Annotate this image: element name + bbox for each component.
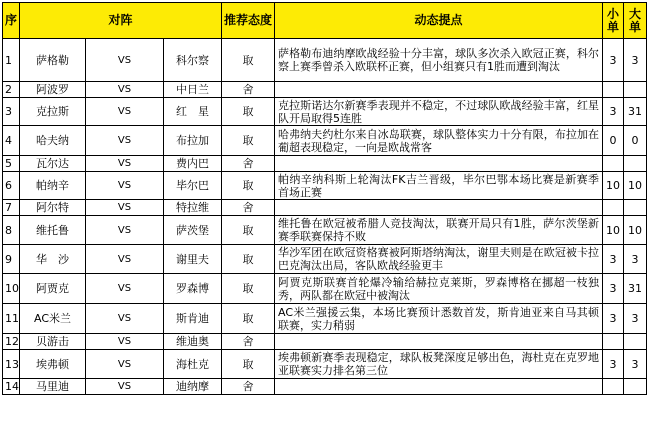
away-team: 谢里夫	[164, 245, 222, 274]
big-value: 3	[624, 350, 647, 379]
vs-label: VS	[86, 216, 164, 245]
header-recommendation: 推荐态度	[222, 3, 275, 39]
big-value: 31	[624, 274, 647, 304]
recommendation: 取	[222, 304, 275, 334]
recommendation: 舍	[222, 156, 275, 172]
row-number: 14	[3, 379, 20, 395]
home-team: 贝游击	[20, 334, 86, 350]
recommendation: 取	[222, 172, 275, 200]
home-team: 阿尔特	[20, 200, 86, 216]
header-seq: 序	[3, 3, 20, 39]
away-team: 海杜克	[164, 350, 222, 379]
match-table-container	[2, 2, 646, 395]
recommendation: 取	[222, 350, 275, 379]
row-number: 1	[3, 39, 20, 82]
table-row	[3, 304, 647, 334]
home-team: 阿贾克	[20, 274, 86, 304]
vs-label: VS	[86, 274, 164, 304]
row-number: 6	[3, 172, 20, 200]
vs-label: VS	[86, 304, 164, 334]
recommendation: 取	[222, 98, 275, 126]
vs-label: VS	[86, 39, 164, 82]
recommendation: 舍	[222, 200, 275, 216]
away-team: 迪纳摩	[164, 379, 222, 395]
small-value: 10	[603, 172, 624, 200]
big-value: 0	[624, 126, 647, 156]
home-team: 维托鲁	[20, 216, 86, 245]
small-value: 3	[603, 245, 624, 274]
big-value: 10	[624, 172, 647, 200]
home-team: 华 沙	[20, 245, 86, 274]
home-team: AC米兰	[20, 304, 86, 334]
away-team: 科尔察	[164, 39, 222, 82]
small-value	[603, 334, 624, 350]
header-note: 动态提点	[275, 3, 603, 39]
small-value: 10	[603, 216, 624, 245]
table-row	[3, 379, 647, 395]
vs-label: VS	[86, 156, 164, 172]
match-note	[275, 82, 603, 98]
table-row	[3, 274, 647, 304]
big-value: 10	[624, 216, 647, 245]
away-team: 斯肯迪	[164, 304, 222, 334]
match-note: AC米兰强援云集，本场比赛预计悉数首发，斯肯迪亚来自马其顿联赛，实力稍弱	[275, 304, 603, 334]
vs-label: VS	[86, 334, 164, 350]
row-number: 11	[3, 304, 20, 334]
small-value	[603, 379, 624, 395]
table-row	[3, 350, 647, 379]
match-note	[275, 200, 603, 216]
table-row	[3, 82, 647, 98]
home-team: 帕纳辛	[20, 172, 86, 200]
match-note	[275, 379, 603, 395]
match-note: 埃弗顿新赛季表现稳定，球队板凳深度足够出色，海杜克在克罗地亚联赛实力排名第三位	[275, 350, 603, 379]
away-team: 萨茨堡	[164, 216, 222, 245]
recommendation: 舍	[222, 82, 275, 98]
home-team: 马里迪	[20, 379, 86, 395]
big-value	[624, 334, 647, 350]
row-number: 8	[3, 216, 20, 245]
small-value	[603, 156, 624, 172]
big-value	[624, 156, 647, 172]
recommendation: 取	[222, 39, 275, 82]
big-value: 31	[624, 98, 647, 126]
table-row	[3, 156, 647, 172]
big-value	[624, 200, 647, 216]
recommendation: 取	[222, 126, 275, 156]
big-value	[624, 82, 647, 98]
table-row	[3, 39, 647, 82]
away-team: 毕尔巴	[164, 172, 222, 200]
row-number: 4	[3, 126, 20, 156]
small-value	[603, 200, 624, 216]
away-team: 罗森博	[164, 274, 222, 304]
small-value	[603, 82, 624, 98]
recommendation: 取	[222, 274, 275, 304]
table-row	[3, 334, 647, 350]
away-team: 红 星	[164, 98, 222, 126]
vs-label: VS	[86, 350, 164, 379]
vs-label: VS	[86, 379, 164, 395]
table-row	[3, 172, 647, 200]
away-team: 费内巴	[164, 156, 222, 172]
big-value: 3	[624, 39, 647, 82]
table-body	[3, 39, 647, 395]
row-number: 9	[3, 245, 20, 274]
match-note: 克拉斯诺达尔新赛季表现并不稳定，不过球队欧战经验丰富，红星队开局取得5连胜	[275, 98, 603, 126]
away-team: 布拉加	[164, 126, 222, 156]
big-value: 3	[624, 245, 647, 274]
vs-label: VS	[86, 82, 164, 98]
match-note: 萨格勒布迪纳摩欧战经验十分丰富，球队多次杀入欧冠正赛，科尔察上赛季曾杀入欧联杯正赛，但小组赛只有1胜而遭到淘汰	[275, 39, 603, 82]
small-value: 0	[603, 126, 624, 156]
away-team: 维迪奥	[164, 334, 222, 350]
recommendation: 取	[222, 216, 275, 245]
table-row	[3, 126, 647, 156]
match-note: 维托鲁在欧冠被希腊人竞技淘汰，联赛开局只有1胜，萨尔茨堡新赛季联赛保持不败	[275, 216, 603, 245]
row-number: 10	[3, 274, 20, 304]
table-row	[3, 245, 647, 274]
match-note	[275, 334, 603, 350]
match-note: 哈弗纳夫约杜尔来自冰岛联赛，球队整体实力十分有限，布拉加在葡超表现稳定，一向是欧战常客	[275, 126, 603, 156]
big-value	[624, 379, 647, 395]
recommendation: 舍	[222, 379, 275, 395]
small-value: 3	[603, 304, 624, 334]
recommendation: 取	[222, 245, 275, 274]
small-value: 3	[603, 98, 624, 126]
row-number: 3	[3, 98, 20, 126]
table-row	[3, 200, 647, 216]
small-value: 3	[603, 39, 624, 82]
match-table	[2, 2, 647, 395]
row-number: 13	[3, 350, 20, 379]
vs-label: VS	[86, 200, 164, 216]
row-number: 2	[3, 82, 20, 98]
home-team: 哈夫纳	[20, 126, 86, 156]
header-row	[3, 3, 647, 39]
row-number: 12	[3, 334, 20, 350]
header-big: 大单	[624, 3, 647, 39]
match-note: 华沙军团在欧冠资格赛被阿斯塔纳淘汰，谢里夫则是在欧冠被卡拉巴克淘汰出局，客队欧战经验更丰	[275, 245, 603, 274]
recommendation: 舍	[222, 334, 275, 350]
match-note: 帕纳辛纳科斯上轮淘汰FK吉兰晋级，毕尔巴鄂本场比赛是新赛季首场正赛	[275, 172, 603, 200]
vs-label: VS	[86, 98, 164, 126]
home-team: 阿波罗	[20, 82, 86, 98]
home-team: 瓦尔达	[20, 156, 86, 172]
match-note: 阿贾克斯联赛首轮爆冷输给赫拉克莱斯，罗森博格在挪超一枝独秀，两队都在欧冠中被淘汰	[275, 274, 603, 304]
row-number: 5	[3, 156, 20, 172]
vs-label: VS	[86, 245, 164, 274]
big-value: 3	[624, 304, 647, 334]
small-value: 3	[603, 350, 624, 379]
header-small: 小单	[603, 3, 624, 39]
header-match: 对阵	[20, 3, 222, 39]
away-team: 特拉维	[164, 200, 222, 216]
vs-label: VS	[86, 172, 164, 200]
home-team: 萨格勒	[20, 39, 86, 82]
home-team: 埃弗顿	[20, 350, 86, 379]
match-note	[275, 156, 603, 172]
table-row	[3, 98, 647, 126]
vs-label: VS	[86, 126, 164, 156]
row-number: 7	[3, 200, 20, 216]
small-value: 3	[603, 274, 624, 304]
away-team: 中日兰	[164, 82, 222, 98]
table-row	[3, 216, 647, 245]
home-team: 克拉斯	[20, 98, 86, 126]
